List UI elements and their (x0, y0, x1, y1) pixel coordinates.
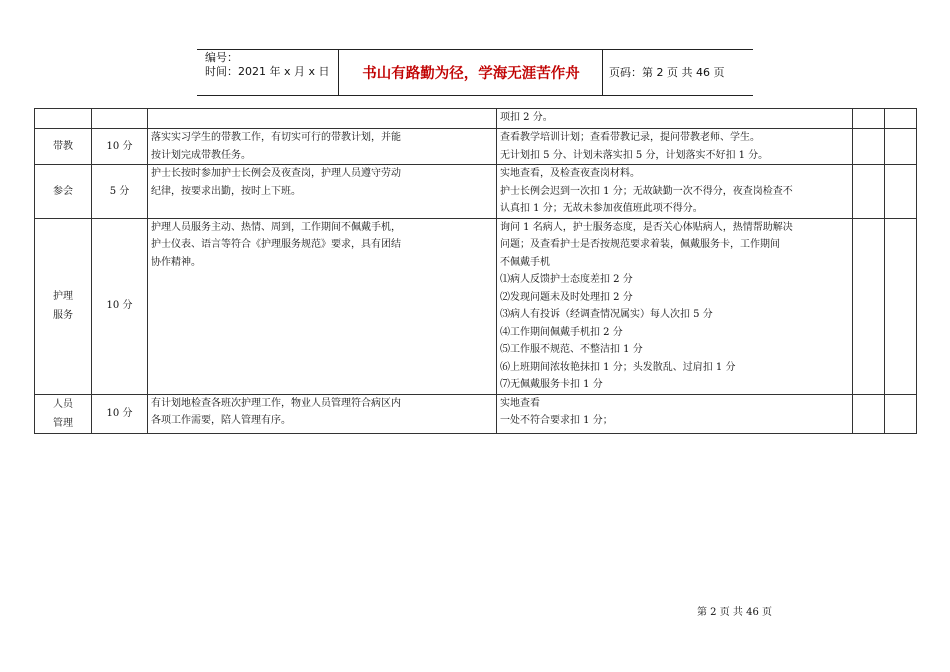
method-cell (497, 394, 853, 433)
method-line: 实地查看 (500, 397, 540, 409)
standard-line: 有计划地检查各班次护理工作，物业人员管理符合病区内 (151, 397, 401, 409)
score-blank-cell (885, 165, 917, 219)
header-separator (338, 49, 339, 95)
table-row (35, 394, 917, 433)
category-cell: 带教 (35, 129, 92, 165)
method-line: 问题；及查看护士是否按规范要求着装，佩戴服务卡，工作期间 (500, 239, 780, 250)
method-line: 查看教学培训计划；查看带教记录，提问带教老师、学生。 (500, 132, 760, 143)
score-blank-cell (885, 109, 917, 129)
method-line: 不佩戴手机 (500, 256, 550, 268)
score-blank-cell (885, 218, 917, 394)
score-blank-cell (853, 218, 885, 394)
method-line: ⑴病人反馈护士态度差扣 2 分 (500, 274, 633, 285)
category-cell: 护理服务 (35, 218, 92, 394)
method-line: 项扣 2 分。 (500, 112, 553, 123)
table-row (35, 218, 917, 394)
method-cell (497, 109, 853, 129)
method-cell (497, 218, 853, 394)
page-footer: 第 2 页 共 46 页 (697, 607, 772, 618)
method-line: ⑶病人有投诉（经调查情况属实）每人次扣 5 分 (500, 309, 713, 320)
score-blank-cell (853, 129, 885, 165)
score-blank-cell (885, 129, 917, 165)
method-line: 无计划扣 5 分、计划未落实扣 5 分，计划落实不好扣 1 分。 (500, 149, 769, 161)
score-cell: 10 分 (92, 394, 148, 433)
standard-line: 护理人员服务主动、热情、周到，工作期间不佩戴手机， (151, 221, 401, 233)
standard-line: 护士仪表、语言等符合《护理服务规范》要求，具有团结 (151, 239, 401, 250)
document-number-label: 编号： (205, 51, 238, 64)
header-motto: 书山有路勤为径，学海无涯苦作舟 (362, 65, 580, 82)
standard-line: 纪律，按要求出勤，按时上下班。 (151, 185, 301, 197)
table-row (35, 129, 917, 165)
score-cell: 5 分 (92, 165, 148, 219)
standard-cell (148, 109, 497, 129)
standard-cell (148, 218, 497, 394)
method-line: 一处不符合要求扣 1 分； (500, 415, 613, 426)
score-blank-cell (853, 165, 885, 219)
table-row (35, 165, 917, 219)
header-meta (205, 51, 330, 79)
method-cell (497, 129, 853, 165)
standard-line: 按计划完成带教任务。 (151, 149, 251, 161)
evaluation-table (34, 108, 917, 434)
standard-line: 护士长按时参加护士长例会及夜查岗，护理人员遵守劳动 (151, 168, 401, 179)
method-line: ⑵发现问题未及时处理扣 2 分 (500, 291, 633, 303)
score-cell (92, 109, 148, 129)
score-cell: 10 分 (92, 129, 148, 165)
method-line: 询问 1 名病人，护士服务态度，是否关心体贴病人，热情帮助解决 (500, 221, 793, 233)
category-cell (35, 109, 92, 129)
method-line: 护士长例会迟到一次扣 1 分；无故缺勤一次不得分，夜查岗检查不 (500, 185, 793, 197)
page-header (197, 49, 753, 95)
header-separator (602, 49, 603, 95)
method-line: ⑺无佩戴服务卡扣 1 分 (500, 379, 603, 390)
evaluation-table-body (35, 109, 917, 434)
table-row (35, 109, 917, 129)
category-cell: 参会 (35, 165, 92, 219)
standard-line: 落实实习学生的带教工作，有切实可行的带教计划，并能 (151, 132, 401, 143)
method-line: 实地查看，及检查夜查岗材料。 (500, 168, 640, 179)
score-blank-cell (885, 394, 917, 433)
method-line: ⑸工作服不规范、不整洁扣 1 分 (500, 344, 643, 355)
header-page-label: 页码：第 2 页 共 46 页 (609, 66, 725, 79)
standard-line: 各项工作需要，陪人管理有序。 (151, 415, 291, 426)
method-line: 认真扣 1 分；无故未参加夜值班此项不得分。 (500, 203, 703, 214)
method-line: ⑹上班期间浓妆艳抹扣 1 分；头发散乱、过肩扣 1 分 (500, 361, 736, 373)
score-blank-cell (853, 109, 885, 129)
method-line: ⑷工作期间佩戴手机扣 2 分 (500, 326, 623, 338)
document-time-label: 时间：2021 年 x 月 x 日 (205, 65, 330, 78)
score-blank-cell (853, 394, 885, 433)
header-bottom-rule (197, 95, 753, 96)
category-cell: 人员管理 (35, 394, 92, 433)
method-cell (497, 165, 853, 219)
standard-line: 协作精神。 (151, 256, 201, 268)
standard-cell (148, 165, 497, 219)
standard-cell (148, 394, 497, 433)
standard-cell (148, 129, 497, 165)
score-cell: 10 分 (92, 218, 148, 394)
